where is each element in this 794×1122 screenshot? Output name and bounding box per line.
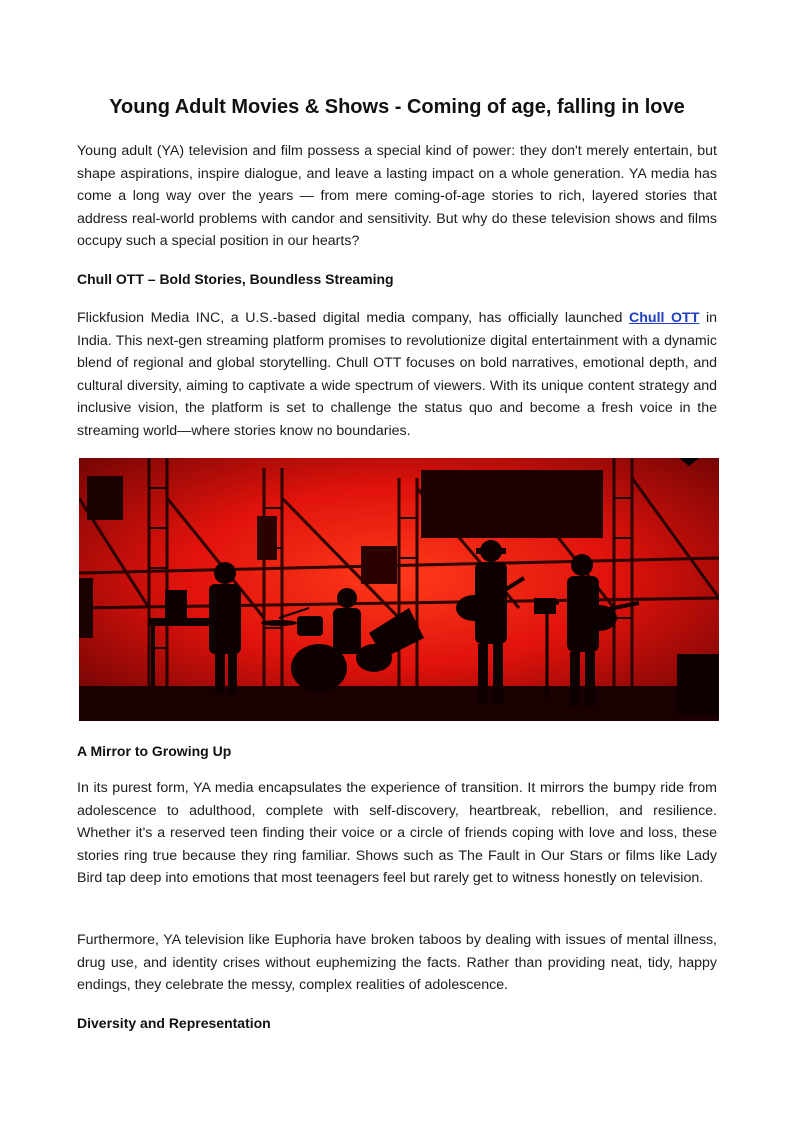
mirror-text-1: In its purest form, YA media encapsulates the experience of transition. It mirrors the bumpy ride from adolescence to adulthood, complete with self-discovery, heartbreak, rebellion, and resilience. Whether it's a reserved teen finding their voice or a circle of friends coping with love and loss, these stories ring true because they ring familiar. Shows such as The Fault in Our Stars or films like Lady Bird tap deep into emotions that most teenagers feel but rarely get to witness honestly on television.: [77, 780, 717, 887]
intro-paragraph: [77, 140, 717, 253]
chull-ott-link[interactable]: Chull OTT: [628, 310, 700, 326]
heading-mirror: A Mirror to Growing Up: [77, 743, 232, 759]
chull-text-after-link: in India. This next-gen streaming platform promises to revolutionize digital entertainment with a dynamic blend of regional and global storytelling. Chull OTT focuses on bold narratives, emotional depth, and cultural diversity, aiming to captivate a wide spectrum of viewers. With its unique content strategy and inclusive vision, the platform is set to challenge the status quo and become a fresh voice in the streaming world—where stories know no boundaries.: [77, 310, 718, 439]
heading-chull-ott: Chull OTT – Bold Stories, Boundless Streaming: [77, 271, 394, 287]
chull-text: [77, 307, 717, 443]
page-title: Young Adult Movies & Shows - Coming of age, falling in love: [109, 96, 685, 118]
intro-text: Young adult (YA) television and film possess a special kind of power: they don't merely entertain, but shape aspirations, inspire dialogue, and leave a lasting impact on a whole generation. YA media has come a long way over the years — from mere coming-of-age stories to rich, layered stories that address real-world problems with candor and sensitivity. But why do these television shows and films occupy such a special position in our hearts?: [77, 143, 717, 250]
mirror-paragraph-1: [77, 777, 717, 890]
concert-stage-photo: [79, 458, 719, 721]
mirror-paragraph-2: [77, 929, 717, 997]
chull-text-before-link: Flickfusion Media INC, a U.S.-based digital media company, has officially launched: [77, 310, 629, 326]
heading-diversity: Diversity and Representation: [77, 1015, 271, 1031]
mirror-text-2: Furthermore, YA television like Euphoria have broken taboos by dealing with issues of mental illness, drug use, and identity crises without euphemizing the facts. Rather than providing neat, tidy, happy endings, they celebrate the messy, complex realities of adolescence.: [77, 932, 717, 994]
chull-paragraph: [77, 307, 717, 443]
